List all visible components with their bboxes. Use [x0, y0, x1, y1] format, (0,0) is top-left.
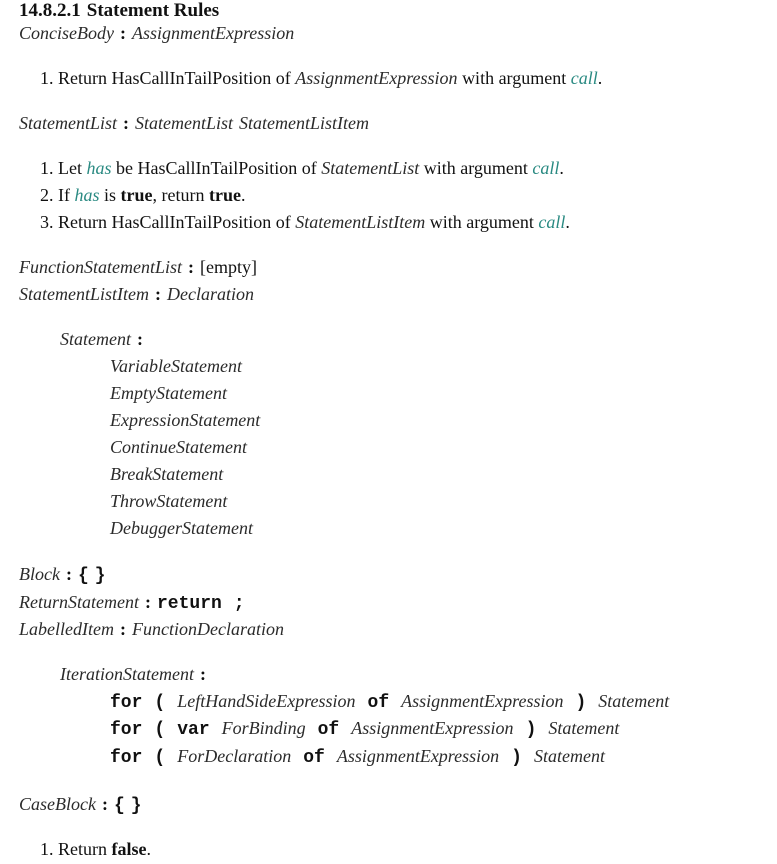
step-text: Return — [58, 68, 107, 88]
step-text: HasCallInTailPosition of — [111, 68, 291, 88]
nonterminal: StatementListItem — [295, 212, 426, 232]
punct: . — [146, 839, 151, 859]
variable-call: call — [538, 212, 566, 232]
rhs-alternative: VariableStatement — [110, 356, 242, 376]
production-iterationstatement — [60, 663, 206, 685]
nonterminal: Statement — [548, 718, 620, 738]
production-functionstatementlist — [19, 256, 257, 278]
terminal: { — [77, 566, 89, 586]
terminal: } — [130, 796, 142, 816]
terminal: return — [156, 594, 222, 614]
algorithm-step — [40, 67, 602, 89]
production-statementlist — [19, 112, 369, 134]
section-title: Statement Rules — [86, 0, 220, 21]
algorithm-step — [40, 838, 151, 860]
grammar-colon: : — [136, 329, 143, 349]
grammar-colon: : — [199, 664, 206, 684]
nonterminal: ConciseBody — [19, 23, 114, 43]
grammar-colon: : — [187, 257, 194, 277]
terminal: for — [110, 720, 143, 740]
grammar-colon: : — [101, 794, 108, 814]
algorithm-step — [40, 211, 570, 233]
grammar-colon: : — [65, 564, 72, 584]
terminal: ( — [154, 748, 166, 768]
section-number: 14.8.2.1 — [19, 0, 81, 21]
nonterminal: FunctionDeclaration — [131, 619, 284, 639]
terminal: ( — [154, 693, 166, 713]
grammar-colon: : — [119, 23, 126, 43]
value-true: true — [209, 185, 241, 205]
value-false: false — [111, 839, 147, 859]
step-number: 1. — [40, 158, 54, 178]
terminal: ) — [525, 720, 537, 740]
nonterminal: LeftHandSideExpression — [177, 691, 356, 711]
terminal: of — [303, 748, 325, 768]
rhs-alternative: BreakStatement — [110, 464, 224, 484]
algorithm-step — [40, 157, 564, 179]
nonterminal: StatementListItem — [19, 284, 149, 304]
step-number: 1. — [40, 839, 54, 859]
nonterminal: CaseBlock — [19, 794, 96, 814]
grammar-colon: : — [144, 592, 151, 612]
nonterminal: StatementList — [19, 113, 117, 133]
production-concisebody — [19, 22, 294, 44]
nonterminal: FunctionStatementList — [19, 257, 182, 277]
step-text: HasCallInTailPosition of — [137, 158, 317, 178]
terminal: for — [110, 693, 143, 713]
variable-call: call — [532, 158, 560, 178]
rhs-alternative — [110, 745, 605, 769]
nonterminal: ReturnStatement — [19, 592, 139, 612]
nonterminal: ForBinding — [221, 718, 306, 738]
step-text: HasCallInTailPosition of — [111, 212, 291, 232]
step-number: 3. — [40, 212, 54, 232]
terminal: var — [177, 720, 210, 740]
nonterminal: StatementList — [321, 158, 420, 178]
punct: . — [597, 68, 603, 88]
value-true: true — [120, 185, 153, 205]
rhs-alternative — [110, 717, 619, 741]
variable-has: has — [86, 158, 112, 178]
nonterminal: ForDeclaration — [177, 746, 292, 766]
nonterminal: StatementList — [135, 113, 233, 133]
production-labelleditem — [19, 618, 284, 640]
production-statementlistitem — [19, 283, 254, 305]
step-text: be — [116, 158, 134, 178]
rhs-alternative: DebuggerStatement — [110, 518, 253, 538]
nonterminal: Statement — [533, 746, 605, 766]
rhs-alternative: ExpressionStatement — [110, 410, 261, 430]
nonterminal: StatementListItem — [239, 113, 369, 133]
production-returnstatement — [19, 591, 245, 615]
section-heading — [19, 0, 219, 22]
punct: , — [152, 185, 158, 205]
nonterminal: AssignmentExpression — [131, 23, 295, 43]
step-text: If — [58, 185, 70, 205]
terminal: of — [367, 693, 390, 713]
nonterminal: AssignmentExpression — [401, 691, 564, 711]
grammar-colon: : — [119, 619, 126, 639]
rhs-alternative: EmptyStatement — [110, 383, 227, 403]
step-text: is — [104, 185, 117, 205]
terminal: { — [113, 796, 125, 816]
nonterminal: Statement — [598, 691, 670, 711]
production-caseblock — [19, 793, 142, 817]
rhs-alternative: ContinueStatement — [110, 437, 247, 457]
production-statement — [60, 328, 143, 350]
nonterminal: Statement — [60, 329, 131, 349]
terminal: for — [110, 748, 143, 768]
step-number: 1. — [40, 68, 54, 88]
grammar-colon: : — [154, 284, 161, 304]
step-text: Return — [58, 839, 107, 859]
terminal: of — [317, 720, 340, 740]
nonterminal: Declaration — [166, 284, 254, 304]
step-text: with argument — [462, 68, 567, 88]
empty-marker: [empty] — [199, 257, 257, 277]
variable-call: call — [570, 68, 598, 88]
rhs-alternative — [110, 690, 669, 714]
algorithm-step — [40, 184, 245, 206]
variable-has: has — [74, 185, 100, 205]
step-text: with argument — [423, 158, 528, 178]
punct: . — [565, 212, 570, 232]
grammar-colon: : — [123, 113, 129, 133]
step-text: Let — [58, 158, 82, 178]
terminal: ( — [154, 720, 166, 740]
punct: . — [240, 185, 246, 205]
step-number: 2. — [40, 185, 54, 205]
punct: . — [559, 158, 564, 178]
rhs-alternative: ThrowStatement — [110, 491, 228, 511]
nonterminal: AssignmentExpression — [336, 746, 500, 766]
terminal: } — [94, 566, 106, 586]
nonterminal: LabelledItem — [19, 619, 114, 639]
step-text: with argument — [429, 212, 534, 232]
step-text: Return — [58, 212, 107, 232]
nonterminal: IterationStatement — [60, 664, 194, 684]
nonterminal: Block — [19, 564, 60, 584]
terminal: ) — [575, 693, 587, 713]
terminal: ) — [511, 748, 522, 768]
production-block — [19, 563, 106, 587]
terminal: ; — [233, 594, 245, 614]
nonterminal: AssignmentExpression — [295, 68, 458, 88]
step-text: return — [161, 185, 205, 205]
nonterminal: AssignmentExpression — [351, 718, 514, 738]
